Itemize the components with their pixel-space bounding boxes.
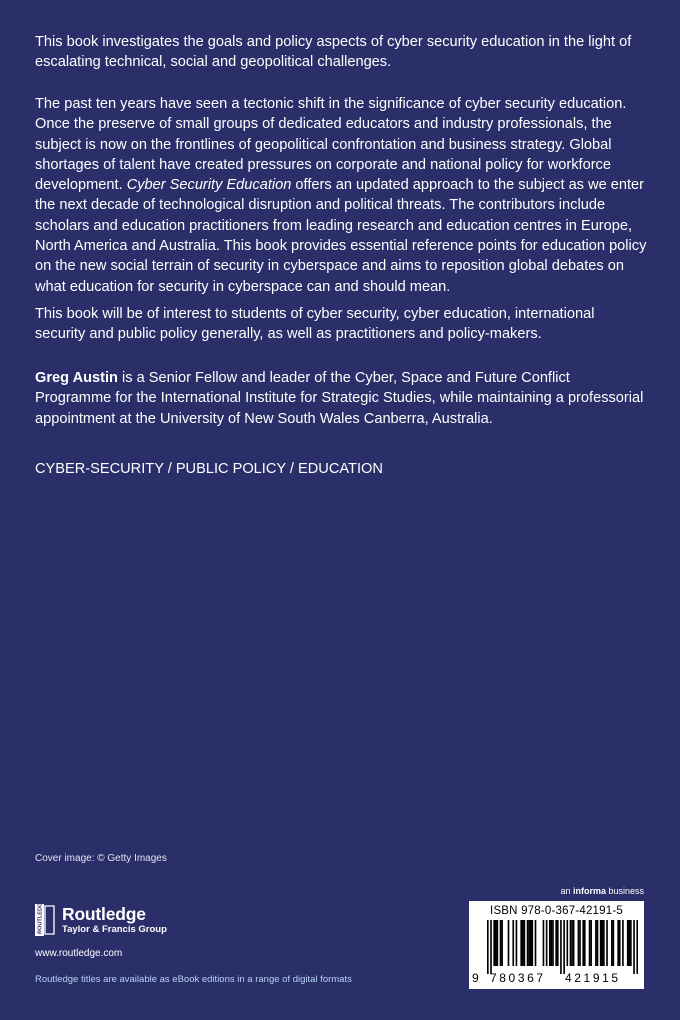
barcode-bar <box>589 920 591 966</box>
author-name: Greg Austin <box>35 370 118 386</box>
barcode-guard-bar <box>636 920 638 974</box>
barcode-bar <box>500 920 502 966</box>
informa-business-tag <box>560 886 644 896</box>
subject-categories: CYBER-SECURITY / PUBLIC POLICY / EDUCATION <box>35 461 383 477</box>
barcode-bar <box>551 920 553 966</box>
barcode-bar <box>630 920 632 966</box>
logo-spine-text: ROUTLEDGE <box>37 904 44 934</box>
barcode-bar <box>546 920 548 966</box>
ebook-note: Routledge titles are available as eBook editions in a range of digital formats <box>35 974 352 985</box>
barcode-bar <box>579 920 581 966</box>
barcode-bar <box>573 920 575 966</box>
description-paragraph <box>35 94 647 297</box>
description-text-2: offers an updated approach to the subject as we enter the next decade of technological disruption and political threats. The contributors include scholars and education practitioners from leading research and education centres in Europe, North America and Australia. This book provides essential reference points for education policy on the new social terrain of security in cyberspace and aims to reposition global debates on what education for security in cyberspace can and should mean. <box>35 177 647 295</box>
audience-paragraph: This book will be of interest to students of cyber security, cyber education, international security and public policy generally, as well as practitioners and policy-makers. <box>35 306 595 343</box>
barcode-bar <box>606 920 608 966</box>
barcode-bar <box>611 920 613 966</box>
barcode-bar <box>600 920 602 966</box>
barcode-bars <box>479 920 638 974</box>
barcode-bar <box>578 920 580 966</box>
intro-paragraph: This book investigates the goals and policy aspects of cyber security education in the light of escalating technical, social and geopolitical challenges. <box>35 34 632 71</box>
barcode-bar <box>549 920 551 966</box>
barcode-bar <box>582 920 584 966</box>
barcode-bar <box>530 920 532 966</box>
barcode-guard-bar <box>563 920 565 974</box>
publisher-url: www.routledge.com <box>35 948 123 959</box>
barcode-bar <box>595 920 597 966</box>
barcode-bar <box>520 920 522 966</box>
barcode-guard-bar <box>490 920 492 974</box>
barcode-bar <box>501 920 503 966</box>
barcode-bar <box>622 920 624 966</box>
barcode-bar <box>555 920 557 966</box>
author-bio-paragraph <box>35 368 647 429</box>
informa-suffix: business <box>605 886 644 896</box>
routledge-logo <box>35 904 167 936</box>
routledge-logo-icon <box>35 904 55 936</box>
barcode-bar <box>597 920 599 966</box>
barcode-bar <box>508 920 510 966</box>
barcode-bar <box>584 920 586 966</box>
barcode-bar <box>613 920 615 966</box>
barcode-bar <box>619 920 621 966</box>
description-text-1: The past ten years have seen a tectonic shift in the significance of cyber security education. Once the preserve of small groups of dedicated educators and industry professionals, the subject is now on the frontlines of geopolitical confrontation and business strategy. Global shortages of talent have created pressures on corporate and national policy for workforce development. <box>35 96 627 194</box>
barcode-bar <box>627 920 629 966</box>
barcode-bar <box>601 920 603 966</box>
barcode-bar <box>571 920 573 966</box>
barcode-guard-bar <box>487 920 489 974</box>
publisher-group: Taylor & Francis Group <box>62 924 167 935</box>
isbn-label: ISBN 978-0-367-42191-5 <box>490 905 623 917</box>
barcode-bar <box>570 920 572 966</box>
barcode-bar <box>535 920 537 966</box>
barcode-bar <box>566 920 568 966</box>
barcode-bar <box>603 920 605 966</box>
barcode-bar <box>527 920 529 966</box>
barcode-bar <box>557 920 559 966</box>
barcode-digit-first: 9 <box>472 971 479 985</box>
informa-brand: informa <box>572 886 606 896</box>
barcode-bar <box>590 920 592 966</box>
barcode-bar <box>524 920 526 966</box>
barcode-guard-bar <box>633 920 635 974</box>
barcode-bar <box>495 920 497 966</box>
barcode-bar <box>497 920 499 966</box>
barcode-guard-bar <box>560 920 562 974</box>
informa-prefix: an <box>560 886 573 896</box>
barcode-bar <box>512 920 514 966</box>
author-bio-text: is a Senior Fellow and leader of the Cyber, Space and Future Conflict Programme for the International Institute for Strategic Studies, while maintaining a professorial appointment at the University of New South Wales Canberra, Australia. <box>35 370 644 427</box>
barcode-digits-right: 421915 <box>565 971 621 985</box>
barcode-bar <box>528 920 530 966</box>
barcode-digits-left: 780367 <box>490 971 546 985</box>
barcode-bar <box>493 920 495 966</box>
cover-image-credit: Cover image: © Getty Images <box>35 853 167 864</box>
isbn-barcode <box>469 901 644 989</box>
barcode-bar <box>543 920 545 966</box>
publisher-name: Routledge <box>62 904 146 924</box>
barcode-bar <box>628 920 630 966</box>
barcode-bar <box>522 920 524 966</box>
barcode-bar <box>617 920 619 966</box>
barcode-bar <box>516 920 518 966</box>
book-title-italic: Cyber Security Education <box>126 177 292 194</box>
barcode-bar <box>532 920 534 966</box>
barcode-bar <box>552 920 554 966</box>
